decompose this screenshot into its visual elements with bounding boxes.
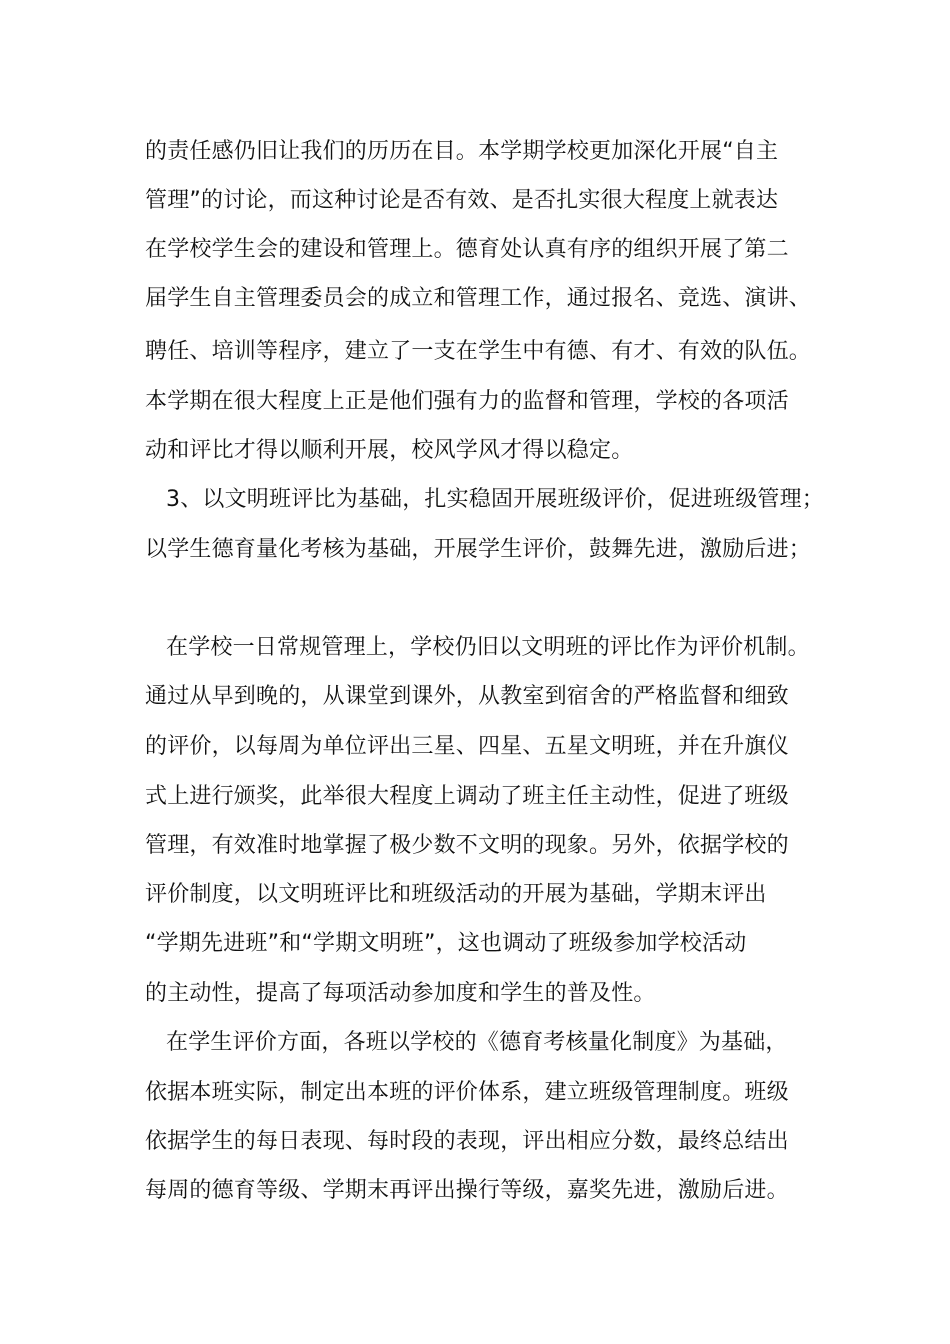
text-line-4: 届学生自主管理委员会的成立和管理工作，通过报名、竞选、演讲、 — [145, 286, 812, 311]
paragraph-start-2: 在学生评价方面，各班以学校的《德育考核量化制度》为基础， — [166, 1030, 788, 1055]
text-line-20: 依据学生的每日表现、每时段的表现，评出相应分数，最终总结出 — [145, 1129, 789, 1154]
text-line-15: 评价制度，以文明班评比和班级活动的开展为基础，学期末评出 — [145, 882, 767, 907]
text-line-16: “学期先进班”和“学期文明班”，这也调动了班级参加学校活动 — [145, 931, 747, 956]
text-line-7: 动和评比才得以顺利开展，校风学风才得以稳定。 — [145, 438, 634, 463]
text-line-2: 管理”的讨论，而这种讨论是否有效、是否扎实很大程度上就表达 — [145, 188, 779, 213]
text-line-1: 的责任感仍旧让我们的历历在目。本学期学校更加深化开展“自主 — [145, 139, 779, 164]
text-line-6: 本学期在很大程度上正是他们强有力的监督和管理，学校的各项活 — [145, 389, 789, 414]
text-line-19: 依据本班实际，制定出本班的评价体系，建立班级管理制度。班级 — [145, 1080, 789, 1105]
text-line-11: 通过从早到晚的，从课堂到课外，从教室到宿舍的严格监督和细致 — [145, 684, 789, 709]
text-line-12: 的评价，以每周为单位评出三星、四星、五星文明班，并在升旗仪 — [145, 734, 789, 759]
section-heading-3: 3、以文明班评比为基础，扎实稳固开展班级评价，促进班级管理； — [166, 487, 824, 512]
paragraph-start-1: 在学校一日常规管理上，学校仍旧以文明班的评比作为评价机制。 — [166, 635, 810, 660]
text-line-17: 的主动性，提高了每项活动参加度和学生的普及性。 — [145, 981, 656, 1006]
text-line-3: 在学校学生会的建设和管理上。德育处认真有序的组织开展了第二 — [145, 237, 789, 262]
text-line-9: 以学生德育量化考核为基础，开展学生评价，鼓舞先进，激励后进； — [145, 537, 812, 562]
text-line-13: 式上进行颁奖，此举很大程度上调动了班主任主动性，促进了班级 — [145, 784, 789, 809]
text-line-5: 聘任、培训等程序，建立了一支在学生中有德、有才、有效的队伍。 — [145, 339, 812, 364]
text-line-21: 每周的德育等级、学期末再评出操行等级，嘉奖先进，激励后进。 — [145, 1178, 789, 1203]
text-line-14: 管理，有效准时地掌握了极少数不文明的现象。另外，依据学校的 — [145, 833, 789, 858]
